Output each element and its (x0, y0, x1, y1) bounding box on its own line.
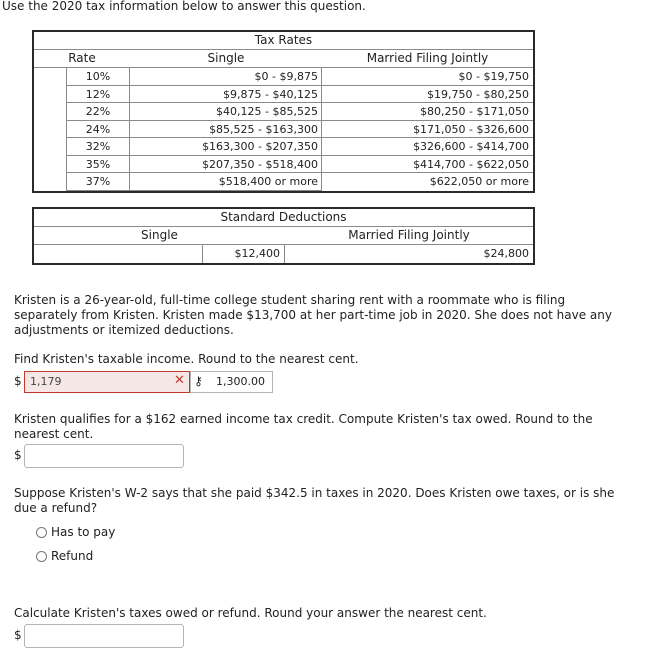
radio-circle[interactable] (36, 551, 47, 562)
mfj-bracket-cell: $80,250 - $171,050 (362, 103, 533, 121)
table-row (34, 121, 533, 139)
tax-rates-title: Tax Rates (34, 32, 533, 50)
rate-cell: 24% (66, 121, 130, 139)
mfj-bracket-cell: $171,050 - $326,600 (362, 121, 533, 139)
rate-cell: 32% (66, 138, 130, 156)
question-1-prompt: Find Kristen's taxable income. Round to the nearest cent. (14, 352, 359, 366)
taxable-income-input[interactable]: 1,179 (24, 371, 190, 393)
radio-circle[interactable] (36, 527, 47, 538)
incorrect-icon: ✕ (174, 373, 185, 388)
mfj-bracket-cell: $326,600 - $414,700 (362, 138, 533, 156)
key-icon: ⚷ (194, 374, 203, 388)
table-row (34, 68, 533, 86)
question-4-prompt: Calculate Kristen's taxes owed or refund. Round your answer the nearest cent. (14, 606, 487, 620)
standard-deductions-table (32, 207, 535, 265)
rate-cell: 35% (66, 156, 130, 174)
table-row (34, 138, 533, 156)
tax-owed-input[interactable] (24, 444, 184, 468)
radio-refund[interactable] (36, 549, 93, 563)
rate-cell: 12% (66, 86, 130, 104)
tax-rates-table (32, 30, 535, 193)
mfj-bracket-cell: $0 - $19,750 (362, 68, 533, 86)
deduction-mfj-header: Married Filing Jointly (348, 228, 470, 242)
currency-symbol: $ (14, 448, 22, 462)
radio-label: Refund (51, 549, 94, 563)
correct-answer-box: 1,300.00 (190, 371, 273, 393)
mfj-bracket-cell: $622,050 or more (429, 175, 529, 188)
table-row (34, 103, 533, 121)
currency-symbol: $ (14, 374, 22, 388)
rate-cell: 10% (66, 68, 130, 86)
radio-label: Has to pay (51, 525, 116, 539)
single-bracket-cell: $40,125 - $85,525 (130, 103, 322, 121)
single-bracket-cell: $163,300 - $207,350 (130, 138, 322, 156)
tax-rates-header (34, 50, 533, 68)
rate-cell: 22% (66, 103, 130, 121)
table-row (34, 156, 533, 174)
deduction-mfj-value: $24,800 (483, 247, 529, 260)
problem-text: Kristen is a 26-year-old, full-time college student sharing rent with a roommate who is filing separately from Kristen. Kristen made $13,700 at her part-time job in 2020. She does not have any adjustments or itemized deductions. (14, 293, 612, 337)
radio-has-to-pay[interactable] (36, 525, 115, 539)
deductions-title: Standard Deductions (34, 209, 533, 227)
single-bracket-cell: $207,350 - $518,400 (130, 156, 322, 174)
currency-symbol: $ (14, 628, 22, 642)
single-bracket-cell: $518,400 or more (130, 173, 322, 191)
single-bracket-cell: $0 - $9,875 (130, 68, 322, 86)
table-row (34, 173, 533, 191)
question-3-prompt: Suppose Kristen's W-2 says that she paid $342.5 in taxes in 2020. Does Kristen owe taxes, or is she due a refund? (14, 486, 615, 515)
intro-text: Use the 2020 tax information below to answer this question. (2, 0, 366, 13)
owed-or-refund-input[interactable] (24, 624, 184, 648)
single-header: Single (207, 51, 245, 65)
mfj-header: Married Filing Jointly (366, 51, 489, 65)
single-bracket-cell: $9,875 - $40,125 (130, 86, 322, 104)
deductions-header (34, 227, 533, 245)
table-row (34, 86, 533, 104)
single-bracket-cell: $85,525 - $163,300 (130, 121, 322, 139)
question-2-prompt: Kristen qualifies for a $162 earned income tax credit. Compute Kristen's tax owed. Round to the nearest cent. (14, 412, 593, 441)
deductions-values-row (34, 245, 533, 263)
tax-rates-body (34, 68, 533, 191)
deduction-single-header: Single (141, 228, 178, 242)
mfj-bracket-cell: $414,700 - $622,050 (362, 156, 533, 174)
mfj-bracket-cell: $19,750 - $80,250 (362, 86, 533, 104)
rate-header: Rate (68, 51, 96, 65)
deduction-single-value: $12,400 (202, 245, 285, 263)
rate-cell: 37% (66, 173, 130, 191)
